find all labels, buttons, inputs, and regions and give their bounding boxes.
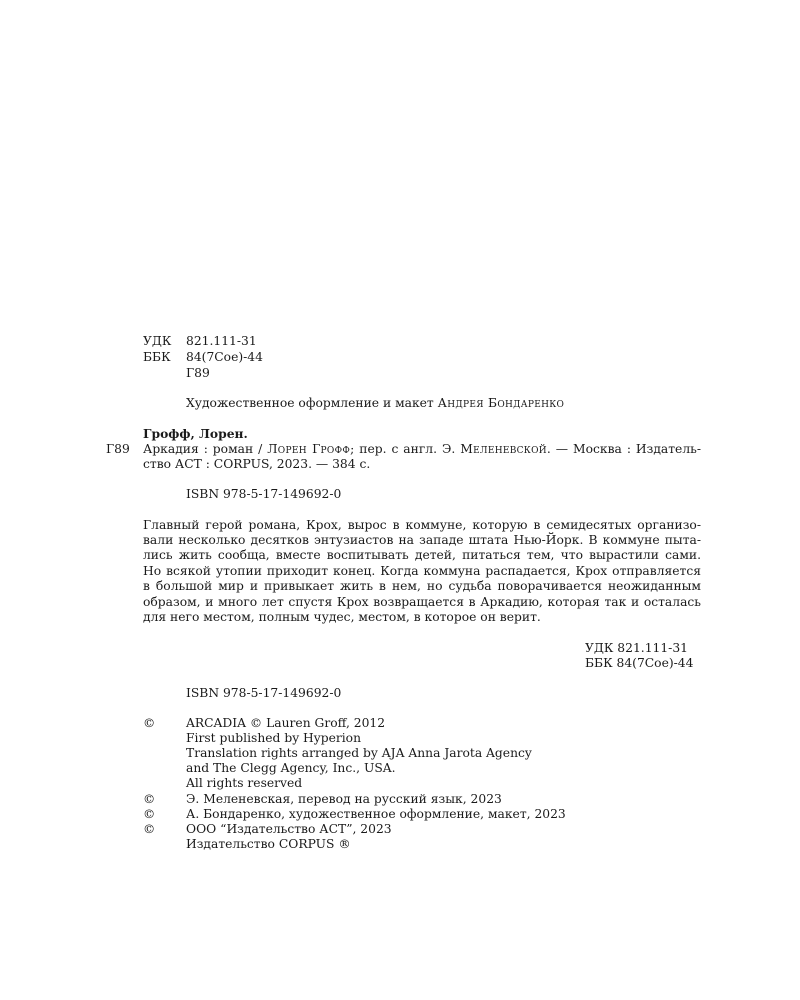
isbn-line: ISBN 978-5-17-149692-0 bbox=[186, 487, 342, 501]
biblio-author: Лорен Грофф bbox=[267, 442, 351, 456]
copyright-publisher: ООО “Издательство АСТ”, 2023 bbox=[186, 822, 392, 836]
biblio-title: Аркадия : роман / bbox=[143, 442, 268, 456]
copyright-line: and The Clegg Agency, Inc., USA. bbox=[186, 761, 396, 775]
copyright-design: А. Бондаренко, художественное оформление, макет, 2023 bbox=[186, 807, 566, 821]
biblio-line-1 bbox=[143, 442, 701, 457]
copyright-translation: Э. Меленевская, перевод на русский язык, 2023 bbox=[186, 792, 502, 806]
biblio-translator: Меленевской bbox=[460, 442, 547, 456]
biblio-publisher-start: . — Москва : Издатель- bbox=[546, 442, 702, 456]
copyright-line: All rights reserved bbox=[186, 776, 303, 790]
biblio-translation-note: ; пер. с англ. Э. bbox=[350, 442, 461, 456]
annotation-line: лись жить сообща, вместе воспитывать детей, питаться тем, что вырастили сами. bbox=[143, 548, 701, 562]
copyright-symbol: © bbox=[143, 822, 156, 836]
copyright-line: Translation rights arranged by AJA Anna Jarota Agency bbox=[186, 746, 532, 760]
annotation-line: вали несколько десятков энтузиастов на западе штата Нью-Йорк. В коммуне пыта- bbox=[143, 533, 701, 547]
annotation-line: Но всякой утопии приходит конец. Когда коммуна распадается, Крох отправляется bbox=[143, 564, 701, 578]
annotation-line: в большой мир и привыкает жить в нем, но судьба поворачивается неожиданным bbox=[143, 579, 701, 593]
bbk-value: 84(7Сое)-44 bbox=[186, 350, 263, 364]
udk-label: УДК bbox=[143, 334, 172, 348]
udk-right: УДК 821.111-31 bbox=[585, 641, 688, 655]
biblio-line-2: ство АСТ : CORPUS, 2023. — 384 с. bbox=[143, 457, 371, 471]
design-credit-name: Андрея Бондаренко bbox=[437, 396, 565, 410]
copyright-imprint: Издательство CORPUS ® bbox=[186, 837, 351, 851]
bbk-label: ББК bbox=[143, 350, 171, 364]
isbn-repeat: ISBN 978-5-17-149692-0 bbox=[186, 686, 342, 700]
design-credit bbox=[186, 396, 564, 411]
design-credit-text: Художественное оформление и макет bbox=[186, 396, 438, 410]
copyright-line: ARCADIA © Lauren Groff, 2012 bbox=[186, 716, 386, 730]
annotation-line: Главный герой романа, Крох, вырос в коммуне, которую в семидесятых организо- bbox=[143, 518, 701, 532]
annotation-line: образом, и много лет спустя Крох возвращается в Аркадию, которая так и осталась bbox=[143, 595, 701, 609]
author-heading: Грофф, Лорен. bbox=[143, 426, 248, 441]
udk-value: 821.111-31 bbox=[186, 334, 257, 348]
copyright-symbol: © bbox=[143, 716, 156, 730]
copyright-symbol: © bbox=[143, 807, 156, 821]
copyright-symbol: © bbox=[143, 792, 156, 806]
copyright-line: First published by Hyperion bbox=[186, 731, 362, 745]
author-mark-top: Г89 bbox=[186, 366, 210, 380]
author-mark-side: Г89 bbox=[106, 442, 130, 456]
bbk-right: ББК 84(7Сое)-44 bbox=[585, 656, 694, 670]
annotation-line: для него местом, полным чудес, местом, в которое он верит. bbox=[143, 610, 541, 624]
